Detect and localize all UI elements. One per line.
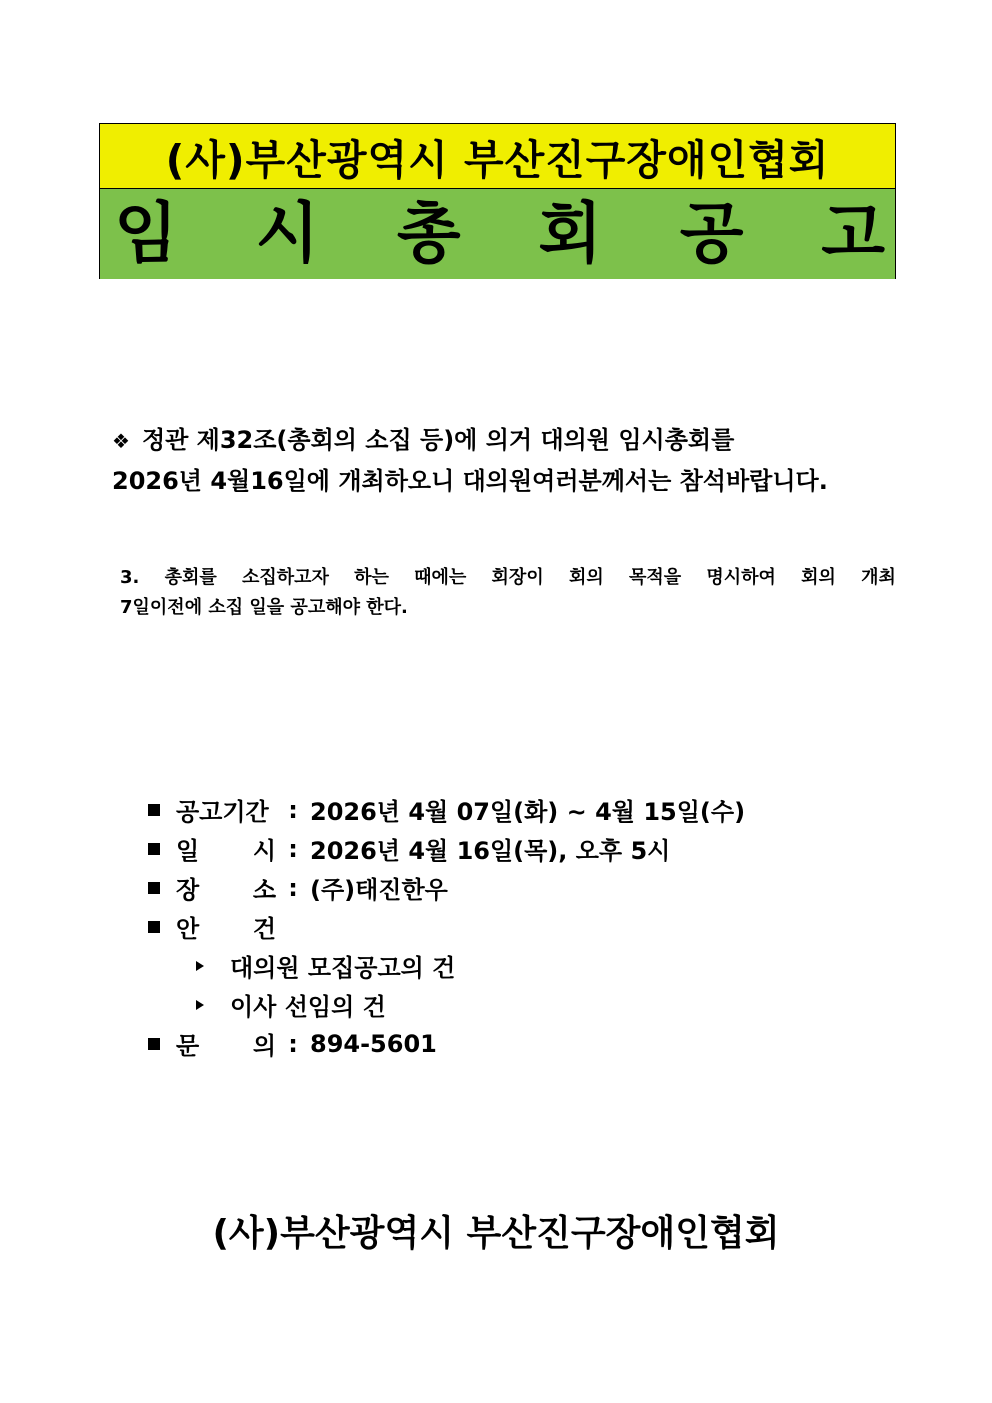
details-list bbox=[148, 790, 868, 1063]
place-row bbox=[148, 868, 868, 907]
footer-org-name: (사)부산광역시 부산진구장애인협회 bbox=[212, 1213, 780, 1254]
agenda-item: 이사 선임의 건 bbox=[148, 985, 868, 1024]
bylaw-word: 하는 bbox=[354, 567, 389, 588]
inquiry-row bbox=[148, 1024, 868, 1063]
title-char: 임 bbox=[114, 195, 178, 272]
bylaw-word: 회의 bbox=[568, 567, 604, 588]
colon: : bbox=[288, 1029, 298, 1058]
inquiry-label: 문 의 bbox=[176, 1032, 276, 1060]
intro-paragraph bbox=[112, 420, 902, 501]
title-box bbox=[99, 123, 896, 279]
agenda-label: 안 건 bbox=[176, 915, 276, 943]
place-value: (주)태진한우 bbox=[310, 876, 448, 904]
bylaw-excerpt bbox=[120, 563, 896, 623]
triangle-bullet-icon bbox=[196, 1000, 204, 1010]
place-label: 장 소 bbox=[176, 876, 276, 904]
colon: : bbox=[288, 873, 298, 902]
org-name-banner: (사)부산광역시 부산진구장애인협회 bbox=[100, 124, 895, 189]
date-time-row bbox=[148, 829, 868, 868]
notice-period-value: 2026년 4월 07일(화) ~ 4월 15일(수) bbox=[310, 798, 746, 826]
bylaw-word: 목적을 bbox=[628, 567, 682, 588]
notice-period-label: 공고기간 bbox=[176, 798, 269, 826]
agenda-row bbox=[148, 907, 868, 946]
triangle-bullet-icon bbox=[196, 961, 204, 971]
bylaw-line-1 bbox=[120, 563, 896, 593]
diamond-bullet-icon: ❖ bbox=[112, 429, 130, 453]
title-char: 공 bbox=[679, 195, 744, 272]
title-char: 총 bbox=[396, 195, 461, 272]
agenda-item: 대의원 모집공고의 건 bbox=[148, 946, 868, 985]
bylaw-word: 개최 bbox=[861, 567, 896, 588]
square-bullet-icon bbox=[148, 921, 160, 933]
notice-period-row bbox=[148, 790, 868, 829]
notice-title-banner bbox=[100, 189, 895, 279]
colon: : bbox=[288, 834, 298, 863]
bylaw-word: 회장이 bbox=[491, 567, 544, 588]
bylaw-word: 명시하여 bbox=[706, 567, 776, 588]
bylaw-word: 3. bbox=[120, 567, 140, 588]
square-bullet-icon bbox=[148, 804, 160, 816]
title-char: 회 bbox=[538, 195, 603, 272]
intro-line-1: 정관 제32조(총회의 소집 등)에 의거 대의원 임시총회를 bbox=[141, 426, 735, 454]
bylaw-word: 때에는 bbox=[414, 567, 467, 588]
bylaw-word: 총회를 bbox=[164, 567, 217, 588]
bylaw-word: 소집하고자 bbox=[241, 567, 329, 588]
colon: : bbox=[288, 795, 298, 824]
bylaw-word: 회의 bbox=[801, 567, 836, 588]
bylaw-line-2: 7일이전에 소집 일을 공고해야 한다. bbox=[120, 597, 408, 618]
date-time-label: 일 시 bbox=[176, 837, 276, 865]
title-char: 시 bbox=[255, 195, 320, 272]
title-char: 고 bbox=[821, 195, 885, 272]
intro-line-2: 2026년 4월16일에 개최하오니 대의원여러분께서는 참석바랍니다. bbox=[112, 467, 828, 495]
square-bullet-icon bbox=[148, 882, 160, 894]
square-bullet-icon bbox=[148, 1038, 160, 1050]
date-time-value: 2026년 4월 16일(목), 오후 5시 bbox=[310, 837, 671, 865]
inquiry-phone: 894-5601 bbox=[310, 1029, 437, 1058]
square-bullet-icon bbox=[148, 843, 160, 855]
